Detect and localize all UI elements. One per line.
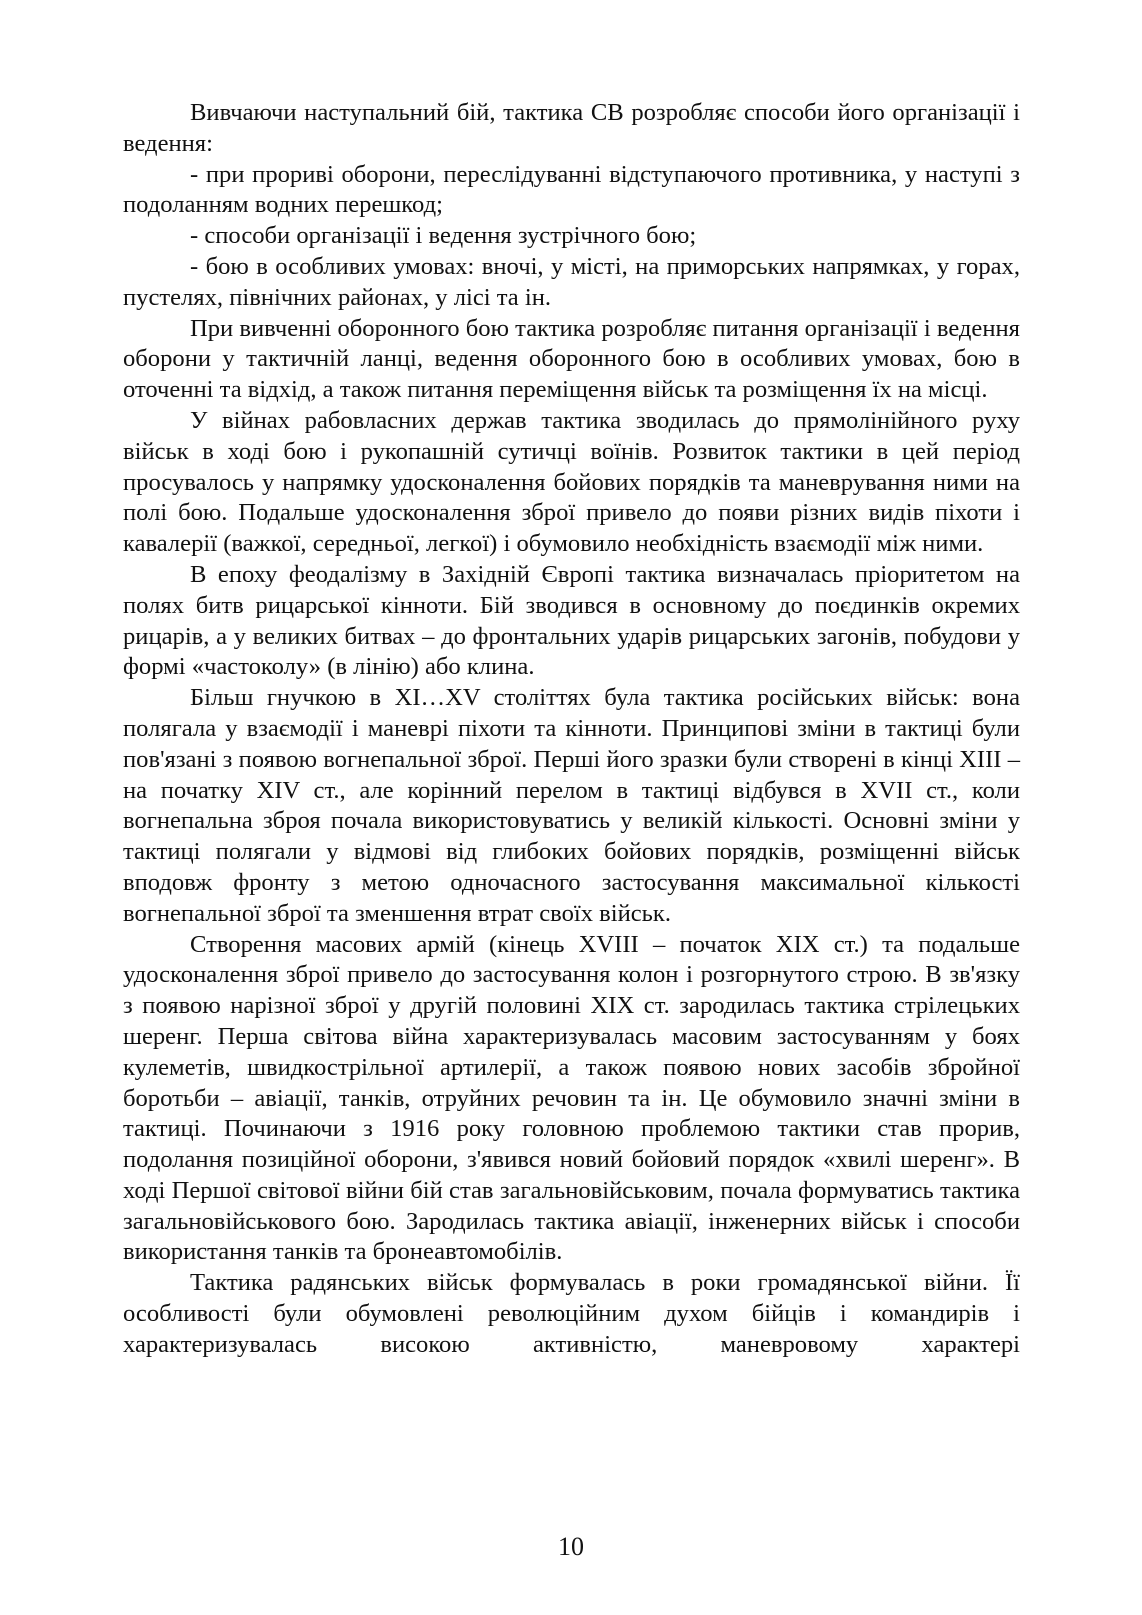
paragraph-offensive-intro: Вивчаючи наступальний бій, тактика СВ розробляє способи його організації і ведення: [123, 99, 1020, 157]
paragraph-slave-states: У війнах рабовласних держав тактика зводилась до прямолінійного руху військ в ході бою і рукопашній сутичці воїнів. Розвиток тактики в цей період просувалось у напрямку удосконалення бойових порядків та маневрування ними на полі бою. Подальше удосконалення зброї привело до появи різних видів піхоти і кавалерії (важкої, середньої, легкої) і обумовило необхідність взаємодії між ними. [123, 406, 1020, 558]
paragraph-item-meeting-battle: - способи організації і ведення зустрічного бою; [190, 222, 697, 250]
paragraph-russian-troops: Більш гнучкою в XI…XV століттях була тактика російських військ: вона полягала у взаємодії і маневрі піхоти та кінноти. Принципові зміни в тактиці були пов'язані з появою вогнепальної зброї. Перші його зразки були створені в кінці XIII – на початку XIV ст., але корінний перелом в тактиці відбувся в XVII ст., коли вогнепальна зброя почала використовуватись у великій кількості. Основні зміни у тактиці полягали у відмові від глибоких бойових порядків, розміщенні військ вподовж фронту з метою одночасного застосування максимальної кількості вогнепальної зброї та зменшення втрат своїх військ. [123, 684, 1020, 927]
page-number: 10 [558, 1532, 584, 1561]
paragraph-soviet-tactics: Тактика радянських військ формувалась в роки громадянської війни. Її особливості були обумовлені революційним духом бійців і командирів і характеризувалась високою активністю, маневровому характері [123, 1269, 1020, 1358]
paragraph-feudalism: В епоху феодалізму в Західній Європі тактика визначалась пріоритетом на полях битв рицарської кінноти. Бій зводився в основному до поєдинків окремих рицарів, а у великих битвах – до фронтальних ударів рицарських загонів, побудови у формі «частоколу» (в лінію) або клина. [123, 560, 1020, 681]
page-body [123, 98, 1020, 1361]
paragraph-item-special-conditions: - бою в особливих умовах: вночі, у місті, на приморських напрямках, у горах, пустелях, північних районах, у лісі та ін. [123, 252, 1020, 311]
paragraph-defensive-battle: При вивченні оборонного бою тактика розробляє питання організації і ведення оборони у тактичній ланці, ведення оборонного бою в особливих умовах, бою в оточенні та відхід, а також питання переміщення військ та розміщення їх на місці. [123, 314, 1020, 404]
paragraph-mass-armies: Створення масових армій (кінець XVIII – початок XIX ст.) та подальше удосконалення зброї привело до застосування колон і розгорнутого строю. В зв'язку з появою нарізної зброї у другій половині XIX ст. зародилась тактика стрілецьких шеренг. Перша світова війна характеризувалась масовим застосуванням у боях кулеметів, швидкострільної артилерії, а також появою нових засобів збройної боротьби – авіації, танків, отруйних речовин та ін. Це обумовило значні зміни в тактиці. Починаючи з 1916 року головною проблемою тактики став прорив, подолання позиційної оборони, з'явився новий бойовий порядок «хвилі шеренг». В ході Першої світової війни бій став загальновійськовим, почала формуватись тактика загальновійськового бою. Зародилась тактика авіації, інженерних військ і способи використання танків та бронеавтомобілів. [123, 930, 1020, 1266]
paragraph-item-breakthrough: - при прориві оборони, переслідуванні відступаючого противника, у наступі з подоланням водних перешкод; [123, 160, 1020, 219]
